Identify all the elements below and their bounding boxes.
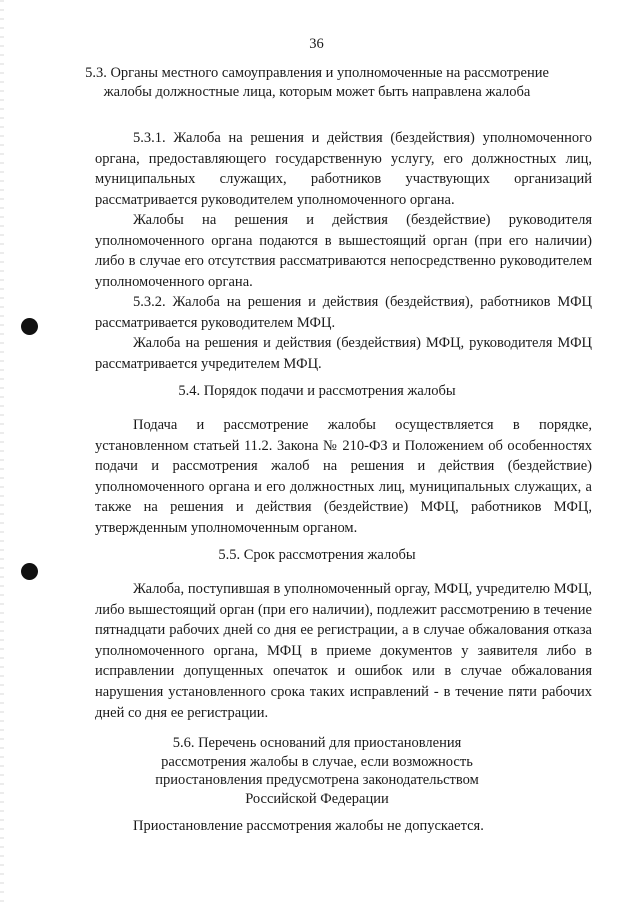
paragraph-5-6: Приостановление рассмотрения жалобы не допускается.	[133, 818, 484, 834]
heading-5-5: 5.5. Срок рассмотрения жалобы	[218, 547, 416, 563]
heading-5-6-line: рассмотрения жалобы в случае, если возможность	[161, 753, 473, 770]
paragraph-5-3-1-b: Жалобы на решения и действия (бездействие) руководителя уполномоченного органа подаются в вышестоящий орган (при его наличии) либо в случае его отсутствия рассматриваются непосредственно руководителем уполномоченного органа.	[95, 212, 592, 290]
paragraph-5-5: Жалоба, поступившая в уполномоченный оргау, МФЦ, учредителю МФЦ, либо вышестоящий орган (при его наличии), подлежит рассмотрению в течение пятнадцати рабочих дней со дня ее регистрации, а в случае обжалования отказа уполномоченного органа, МФЦ в приеме документов у заявителя либо в исправлении допущенных опечаток и ошибок или в случае обжалования нарушения установленного срока таких исправлений - в течение пяти рабочих дней со дня ее регистрации.	[95, 581, 592, 721]
binder-hole	[21, 318, 38, 335]
heading-5-6-line: приостановления предусмотрена законодательством	[155, 772, 479, 788]
paragraph-5-3-2-b: Жалоба на решения и действия (бездействия) МФЦ, руководителя МФЦ рассматривается учредителем МФЦ.	[95, 335, 592, 372]
page-number: 36	[309, 36, 324, 52]
heading-5-4: 5.4. Порядок подачи и рассмотрения жалобы	[178, 383, 456, 399]
paragraph-5-3-2: 5.3.2. Жалоба на решения и действия (бездействия), работников МФЦ рассматривается руководителем МФЦ.	[95, 294, 592, 331]
paragraph-5-4: Подача и рассмотрение жалобы осуществляется в порядке, установленном статьей 11.2. Закона № 210-ФЗ и Положением об особенностях подачи и рассмотрения жалоб на решения и действия (бездействие) уполномоченного органа и его должностных лиц, муниципальных служащих, а также на решения и действия (бездействие) МФЦ, работников МФЦ, утвержденным уполномоченным органом.	[95, 417, 592, 536]
scan-edge	[0, 0, 4, 904]
paragraph-5-3-1: 5.3.1. Жалоба на решения и действия (бездействия) уполномоченного органа, предоставляющего государственную услугу, его должностных лиц, муниципальных служащих, работников участвующих организаций рассматривается руководителем уполномоченного органа.	[95, 130, 592, 208]
heading-5-3: 5.3. Органы местного самоуправления и уполномоченные на рассмотрение жалобы должностные лица, которым может быть направлена жалоба	[85, 65, 549, 100]
heading-5-6	[60, 734, 574, 808]
heading-5-6-line: 5.6. Перечень оснований для приостановления	[172, 735, 462, 751]
binder-hole	[21, 563, 38, 580]
heading-5-6-line: Российской Федерации	[245, 790, 389, 807]
